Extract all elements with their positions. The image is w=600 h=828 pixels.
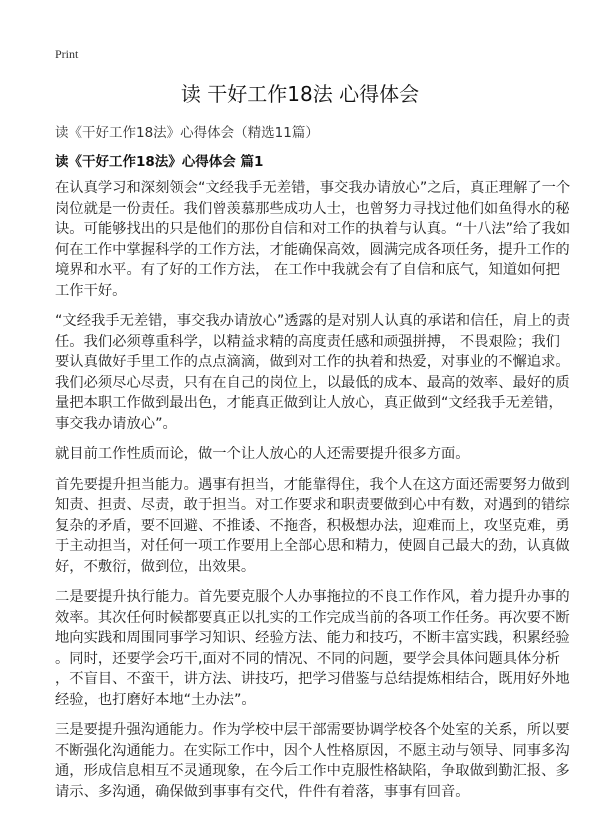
paragraph-line: 通，形成信息相互不灵通现象，在今后工作中克服性格缺陷，争取做到勤汇报、多 <box>55 763 570 779</box>
paragraph-line: 效率。其次任何时候都要真正以扎实的工作完成当前的各项工作任务。再次要不断 <box>55 609 570 626</box>
paragraph-line: 岗位就是一份责任。我们曾羡慕那些成功人士，也曾努力寻找过他们如鱼得水的秘 <box>55 200 570 217</box>
paragraph-line: 境界和水平。有了好的工作方法， 在工作中我就会有了自信和底气，知道如何把 <box>55 262 560 278</box>
paragraph-line: 复杂的矛盾，要不回避、不推诿、不拖沓，积极想办法，迎难而上，攻坚克难，勇 <box>55 517 570 534</box>
paragraph <box>55 444 555 465</box>
paragraph-line: 二是要提升执行能力。首先要克服个人办事拖拉的不良工作作风，着力提升办事的 <box>55 589 570 605</box>
paragraph-line: 地向实践和周围同事学习知识、经验方法、能力和技巧，不断丰富实践，积累经验 <box>55 630 570 646</box>
paragraph-line: 我们必须尽心尽责，只有在自己的岗位上，以最低的成本、最高的效率、最好的质 <box>55 374 570 391</box>
paragraph <box>55 475 570 578</box>
paragraph-line: 经验，也打磨好本地“土办法”。 <box>55 691 256 708</box>
paragraph-line: 要认真做好手里工作的点点滴滴，做到对工作的执着和热爱，对事业的不懈追求。 <box>55 354 570 370</box>
paragraph-line: 三是要提升强沟通能力。作为学校中层干部需要协调学校各个处室的关系，所以要 <box>55 722 570 738</box>
paragraph-line: 量把本职工作做到最出色，才能真正做到让人放心，真正做到“文经我手无差错， <box>55 395 563 411</box>
paragraph <box>55 720 570 802</box>
paragraph-line: 不断强化沟通能力。在实际工作中，因个人性格原因，不愿主动与领导、同事多沟 <box>55 742 570 759</box>
paragraph <box>55 178 571 301</box>
paragraph <box>55 587 570 710</box>
paragraph <box>55 311 571 434</box>
paragraph-line: “文经我手无差错，事交我办请放心”透露的是对别人认真的承诺和信任，肩上的责 <box>55 313 571 329</box>
paragraph-line: 首先要提升担当能力。遇事有担当，才能靠得住，我个人在这方面还需要努力做到 <box>55 476 570 493</box>
paragraph-line: 工作干好。 <box>55 282 127 299</box>
paragraph-line: 。同时，还要学会巧干,面对不同的情况、不同的问题，要学会具体问题具体分析 <box>55 650 560 667</box>
paragraph-line: 事交我办请放心”。 <box>55 415 177 432</box>
paragraph-line: 知责、担责、尽责，敢于担当。对工作要求和职责要做到心中有数，对遇到的错综 <box>55 497 570 513</box>
paragraph-line: 就目前工作性质而论，做一个让人放心的人还需要提升很多方面。 <box>55 446 470 462</box>
paragraph-line: 何在工作中掌握科学的工作方法，才能确保高效，圆满完成各项任务，提升工作的 <box>55 241 570 258</box>
section-heading: 读《干好工作18法》心得体会 篇1 <box>55 154 264 170</box>
paragraph-line: ，不盲目、不蛮干，讲方法、讲技巧，把学习借鉴与总结提炼相结合，既用好外地 <box>55 671 570 687</box>
print-link[interactable]: Print <box>55 47 79 61</box>
paragraph-line: 于主动担当，对任何一项工作要用上全部心思和精力，使圆自己最大的劲，认真做 <box>55 538 570 554</box>
document-subtitle: 读《干好工作18法》心得体会（精选11篇） <box>55 125 319 141</box>
page-title: 读 干好工作18法 心得体会 <box>180 82 420 106</box>
paragraph-line: 任。我们必须尊重科学，以精益求精的高度责任感和顽强拼搏， 不畏艰险；我们 <box>55 333 560 350</box>
paragraph-line: 好，不敷衍，做到位，出效果。 <box>55 558 256 575</box>
paragraph-line: 请示、多沟通，确保做到事事有交代，件件有着落，事事有回音。 <box>55 783 470 800</box>
paragraph-line: 在认真学习和深刻领会“文经我手无差错，事交我办请放心”之后，真正理解了一个 <box>55 180 571 196</box>
paragraph-line: 诀。可能够找出的只是他们的那份自信和对工作的执着与认真。“十八法”给了我如 <box>55 221 571 237</box>
document-body <box>55 178 571 812</box>
